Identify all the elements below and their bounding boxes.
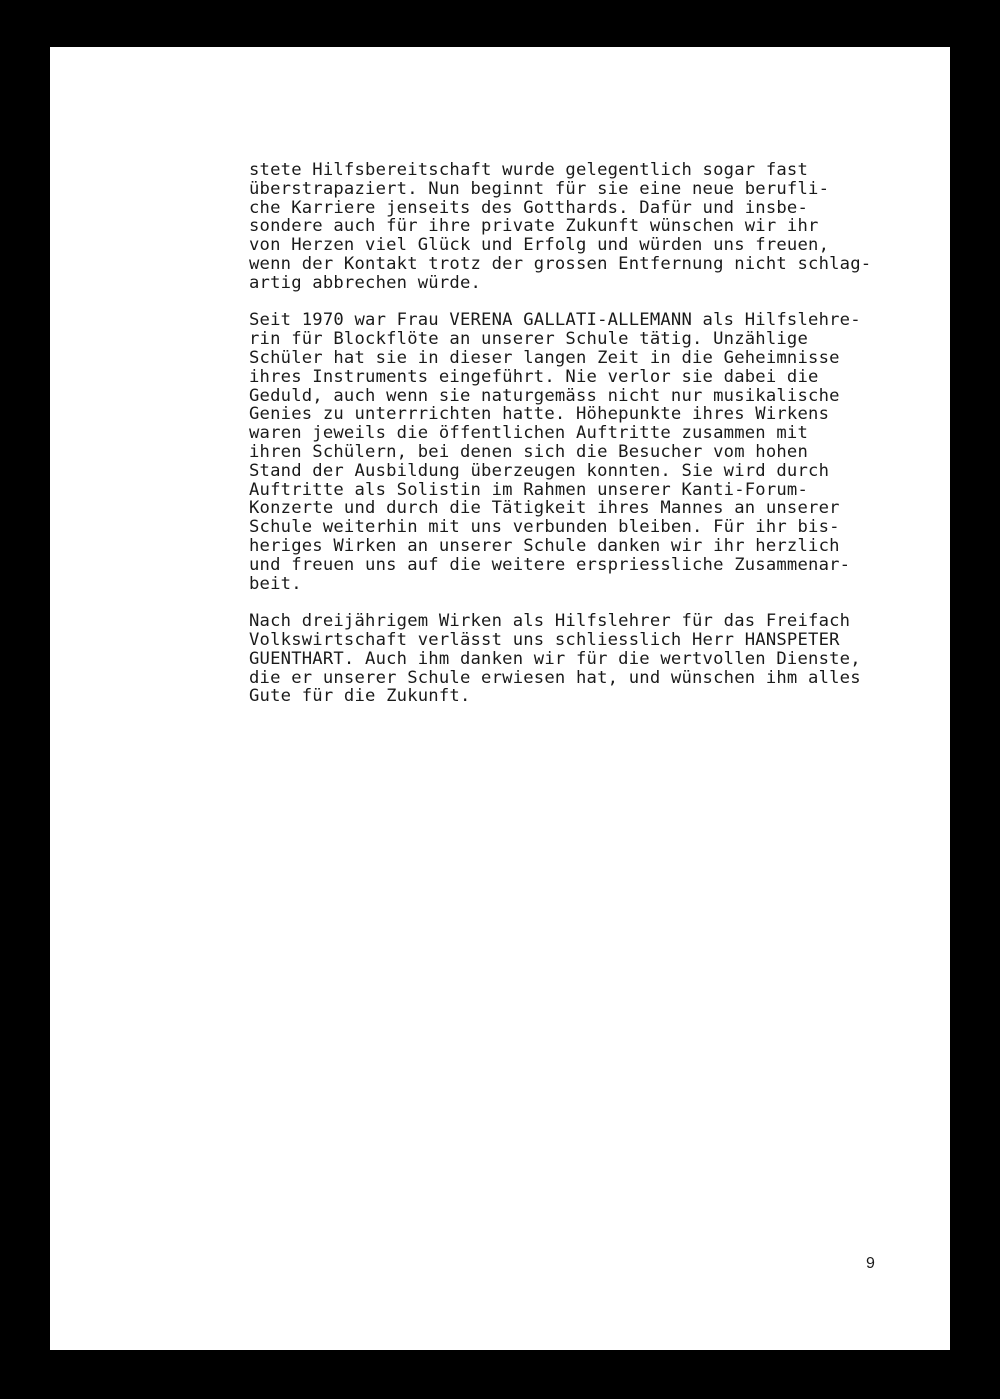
text-line: überstrapaziert. Nun beginnt für sie eine neue berufli- — [249, 178, 830, 199]
text-line: die er unserer Schule erwiesen hat, und wünschen ihm alles — [249, 667, 861, 688]
text-line: GUENTHART. Auch ihm danken wir für die wertvollen Dienste, — [249, 648, 861, 669]
text-line: von Herzen viel Glück und Erfolg und würden uns freuen, — [249, 235, 830, 256]
text-line: Stand der Ausbildung überzeugen konnten. Sie wird durch — [249, 460, 830, 481]
text-line: che Karriere jenseits des Gotthards. Dafür und insbe- — [249, 197, 809, 218]
text-line: beit. — [249, 573, 302, 594]
paragraph-1 — [249, 161, 929, 293]
paragraph-3 — [249, 612, 929, 706]
text-line: stete Hilfsbereitschaft wurde gelegentlich sogar fast — [249, 160, 809, 180]
text-line: Gute für die Zukunft. — [249, 686, 471, 707]
text-line: Volkswirtschaft verlässt uns schliesslich Herr HANSPETER — [249, 629, 840, 650]
text-line: Nach dreijährigem Wirken als Hilfslehrer für das Freifach — [249, 611, 851, 632]
text-line: Konzerte und durch die Tätigkeit ihres Mannes an unserer — [249, 498, 840, 519]
text-line: Geduld, auch wenn sie naturgemäss nicht nur musikalische — [249, 385, 840, 406]
text-line: wenn der Kontakt trotz der grossen Entfernung nicht schlag- — [249, 253, 872, 274]
text-line: Auftritte als Solistin im Rahmen unserer Kanti-Forum- — [249, 479, 809, 500]
body-text — [249, 161, 929, 725]
document-page — [50, 47, 950, 1350]
text-line: artig abbrechen würde. — [249, 272, 482, 293]
text-line: ihres Instruments eingeführt. Nie verlor sie dabei die — [249, 366, 819, 387]
text-line: sondere auch für ihre private Zukunft wünschen wir ihr — [249, 216, 819, 237]
text-line: Schule weiterhin mit uns verbunden bleiben. Für ihr bis- — [249, 517, 840, 538]
text-line: und freuen uns auf die weitere erspriessliche Zusammenar- — [249, 554, 851, 575]
text-line: rin für Blockflöte an unserer Schule tätig. Unzählige — [249, 329, 809, 350]
text-line: waren jeweils die öffentlichen Auftritte zusammen mit — [249, 423, 809, 444]
text-line: Genies zu unterrrichten hatte. Höhepunkte ihres Wirkens — [249, 404, 830, 425]
text-line: ihren Schülern, bei denen sich die Besucher vom hohen — [249, 441, 809, 462]
text-line: Seit 1970 war Frau VERENA GALLATI-ALLEMANN als Hilfslehre- — [249, 310, 861, 331]
page-number: 9 — [866, 1255, 875, 1272]
paragraph-2 — [249, 311, 929, 593]
text-line: heriges Wirken an unserer Schule danken wir ihr herzlich — [249, 535, 840, 556]
text-line: Schüler hat sie in dieser langen Zeit in die Geheimnisse — [249, 347, 840, 368]
